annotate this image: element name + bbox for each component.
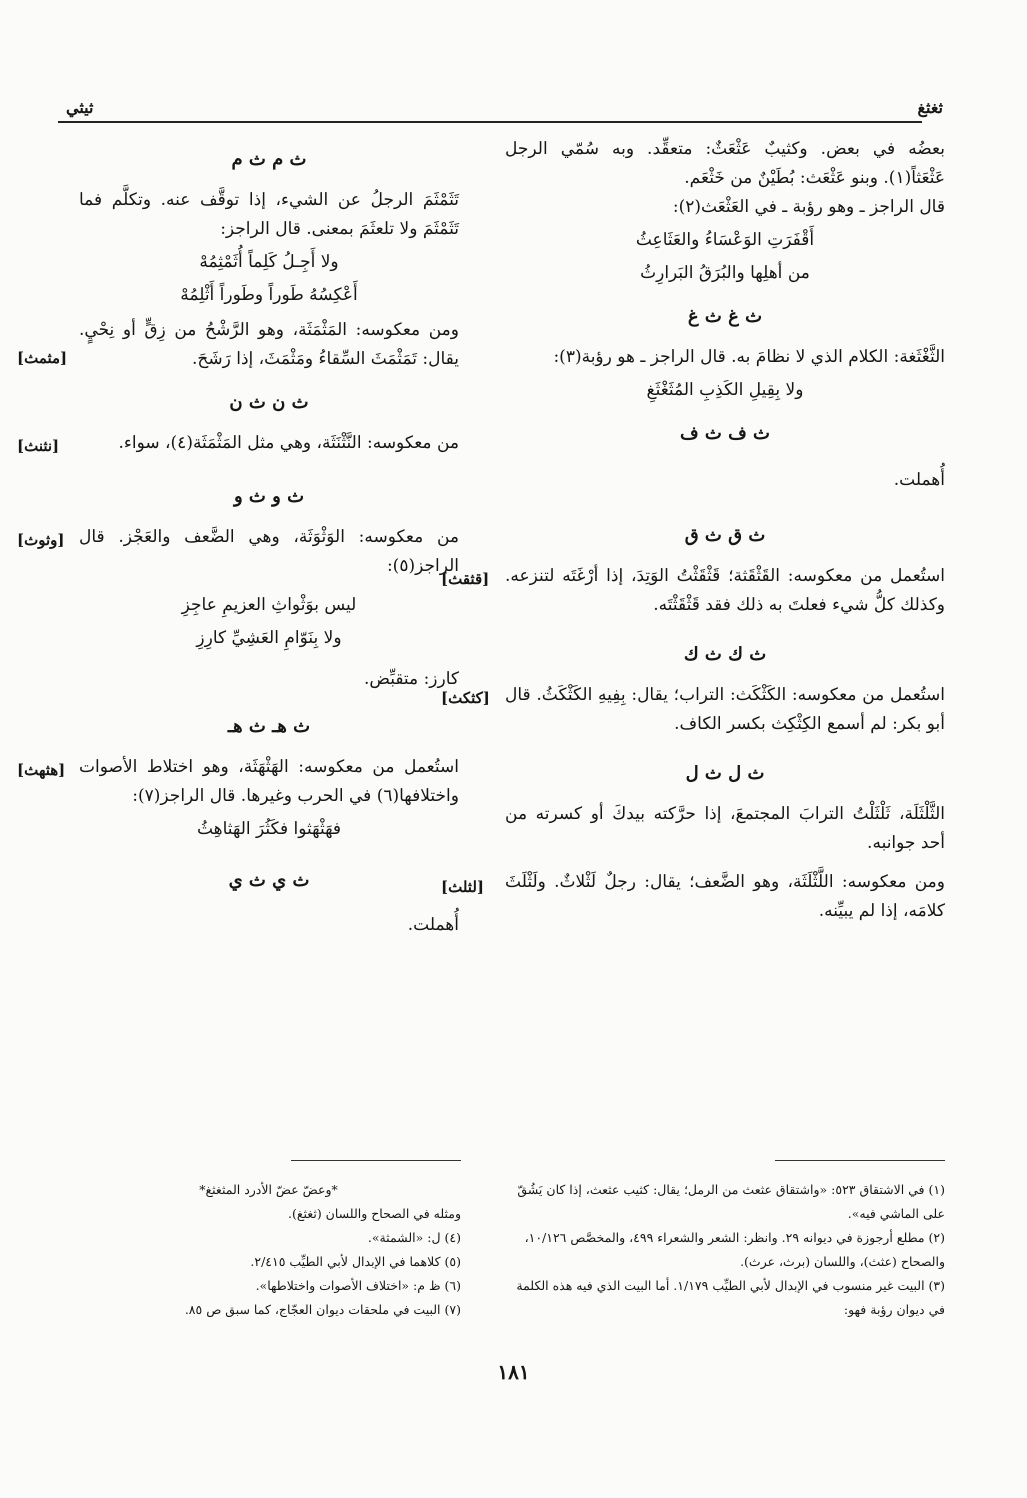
verse-line: ولا أَجِـلُ كَلِماً أُثَمْثِمُهْ [199,252,339,272]
entry-section [79,866,459,940]
entry-section [17,388,459,458]
entry-text: تَثَمْثَمَ الرجلُ عن الشيء، إذا توقَّف عنه. وتكلَّم فما تَثَمْثَمَ ولا تلعثَمَ بمعنى. قال الراجز: [79,190,459,239]
verse-line: ولا بِنَوّامِ العَشِيِّ كارِزِ [196,628,342,648]
entry-text: من معكوسه: النَّثْنَثَة، وهي مثل المَثْمَثَة(٤)، سواء. [118,433,459,453]
entry-section [441,640,945,739]
poet-intro: قال الراجز ـ وهو رؤبة ـ في العَثْعَث(٢): [672,197,945,217]
section-heading: ث م ث م [231,149,307,170]
section-heading: ث ل ث ل [685,763,765,784]
entry-text: استُعمل من معكوسه: الكَثْكَث: التراب؛ يقال: بِفِيهِ الكَثْكَثُ. قال أبو بكر: لم أسمع الكِثْكِث بكسر الكاف. [505,685,945,734]
footnote: (٧) البيت في ملحقات ديوان العجّاج، كما سبق ص ٨٥. [184,1302,461,1317]
right-column [441,135,945,926]
margin-root-tag: [كثكث] [441,689,490,707]
margin-root-tag: [لثلث] [441,878,484,896]
section-heading: ث ق ث ق [684,525,766,546]
section-heading: ث ك ث ك [683,644,767,665]
margin-root-tag: [وثوث] [17,531,65,549]
section-heading: ث ي ث ي [228,870,310,891]
footnote: (١) في الاشتقاق ٥٢٣: «واشتقاق عثعث من الرمل؛ يقال: كثيب عثعث، إذا كان يَشُقّ على الماشي فيه». [517,1182,945,1221]
footnote-verse: *وعضّ عضّ الأدرد المثغثغ* [199,1182,338,1197]
section-heading: ث غ ث غ [687,306,763,327]
entry-text: أُهملت. [407,915,459,935]
section-heading: ث و ث و [233,486,305,507]
entry-section [505,419,945,495]
margin-root-tag: [مثمث] [17,349,68,367]
footnote: (٣) البيت غير منسوب في الإبدال لأبي الطيِّب ١/١٧٩. أما البيت الذي فيه هذه الكلمة في ديوان رؤبة فهو: [516,1278,945,1317]
entry-section [17,712,459,844]
footnote: (٥) كلاهما في الإبدال لأبي الطيِّب ٢/٤١٥. [250,1254,461,1269]
entry-text: كارز: متقبِّض. [363,669,459,689]
verse-line: أَعْكِسُهُ طَوراً وطَوراً أَثْلِمُهْ [180,285,358,305]
footnote: (٤) ل: «الشمثة». [367,1230,461,1245]
entry-text: ومن معكوسه: اللَّثْلَثَة، وهو الضَّعف؛ يقال: رجلٌ لَثْلاثٌ. ولَثْلَثَ كلامَه، إذا لم يبيِّنه. [505,872,945,921]
margin-root-tag: [قثقث] [441,570,490,588]
footnotes-left [76,1178,461,1322]
section-heading: ث هـ ث هـ [227,716,311,737]
page-number: ١٨١ [497,1360,530,1384]
verse-line: أَقْفَرَتِ الوَعْسَاءُ والعَثَاعِثُ [635,230,815,250]
entry-section [17,482,459,694]
footnote-rule [291,1160,461,1161]
verse-line: ولا بِقِيلِ الكَذِبِ المُثَغْثَغِ [646,380,804,400]
entry-section [441,759,945,926]
running-head-left: ثيثي [66,98,94,117]
entry-section [505,302,945,405]
margin-root-tag: [نثنث] [17,437,60,455]
left-column [17,135,459,940]
entry-text: الثَّغْثَغة: الكلام الذي لا نظامَ به. قال الراجز ـ هو رؤبة(٣): [553,347,945,367]
entry-text: من معكوسه: الوَثْوَثَة، وهي الضَّعف والعَجْز. قال الراجز(٥): [79,527,459,576]
footnote: (٢) مطلع أرجوزة في ديوانه ٢٩. وانظر: الشعر والشعراء ٤٩٩، والمخصَّص ١٠/١٢٦، والصحاح (عثث)، واللسان (برث، عرث). [524,1230,945,1269]
entry-text: ومن معكوسه: المَثْمَثَة، وهو الرَّشْحُ من زِقٍّ أو نِحْيٍ. يقال: تَمَثْمَثَ السِّقاءُ ومَثْمَثَ، إذا رَشَحَ. [79,320,459,369]
entry-section [441,521,945,620]
section-heading: ث ن ث ن [229,392,309,413]
footnotes-right [505,1178,945,1322]
entry-text: الثَّلْثَلَة، ثَلْثَلْتُ الترابَ المجتمعَ، إذا حرَّكته بيدكَ أو كسرته من أحد جوانبه. [505,804,945,853]
footnote: ومثله في الصحاح واللسان (ثغثغ). [288,1206,461,1221]
running-head-right: ثغثغ [917,98,943,117]
verse-line: فهَثْهَثوا فكَثُرَ الهَثاهِثُ [196,819,342,839]
footnote: (٦) ظ م: «اختلاف الأصوات واختلاطها». [255,1278,461,1293]
entry-text: أُهملت. [893,470,945,490]
entry-text: استُعمل من معكوسه: القَثْقَثة؛ قَثْقَثْتُ الوَتِدَ، إذا أرْغَتَه لتنزعه. وكذلك كلُّ شيء فعلتَ به ذلك فقد قَثْقَثْتَه. [505,566,945,615]
entry-section [17,145,459,374]
continued-paragraph: بعضُه في بعض. وكثيبٌ عَثْعَثٌ: متعقِّد. وبه سُمّي الرجل عَثْعَثاً(١). وبنو عَثْعَث: بُطَيْنٌ من خَثْعَم. [505,139,945,188]
footnote-rule [775,1160,945,1161]
section-heading: ث ف ث ف [679,423,770,444]
verse-line: من أهلِها والبُرَقُ البَرارِثُ [640,263,810,283]
margin-root-tag: [هثهث] [17,761,66,779]
verse-line: ليس بوَثْواثِ العزيمِ عاجِزِ [181,595,357,615]
entry-text: استُعمل من معكوسه: الهَثْهَثَة، وهو اختلاط الأصوات واختلافها(٦) في الحرب وغيرها. قال الراجز(٧): [79,757,459,806]
header-rule [58,121,922,123]
